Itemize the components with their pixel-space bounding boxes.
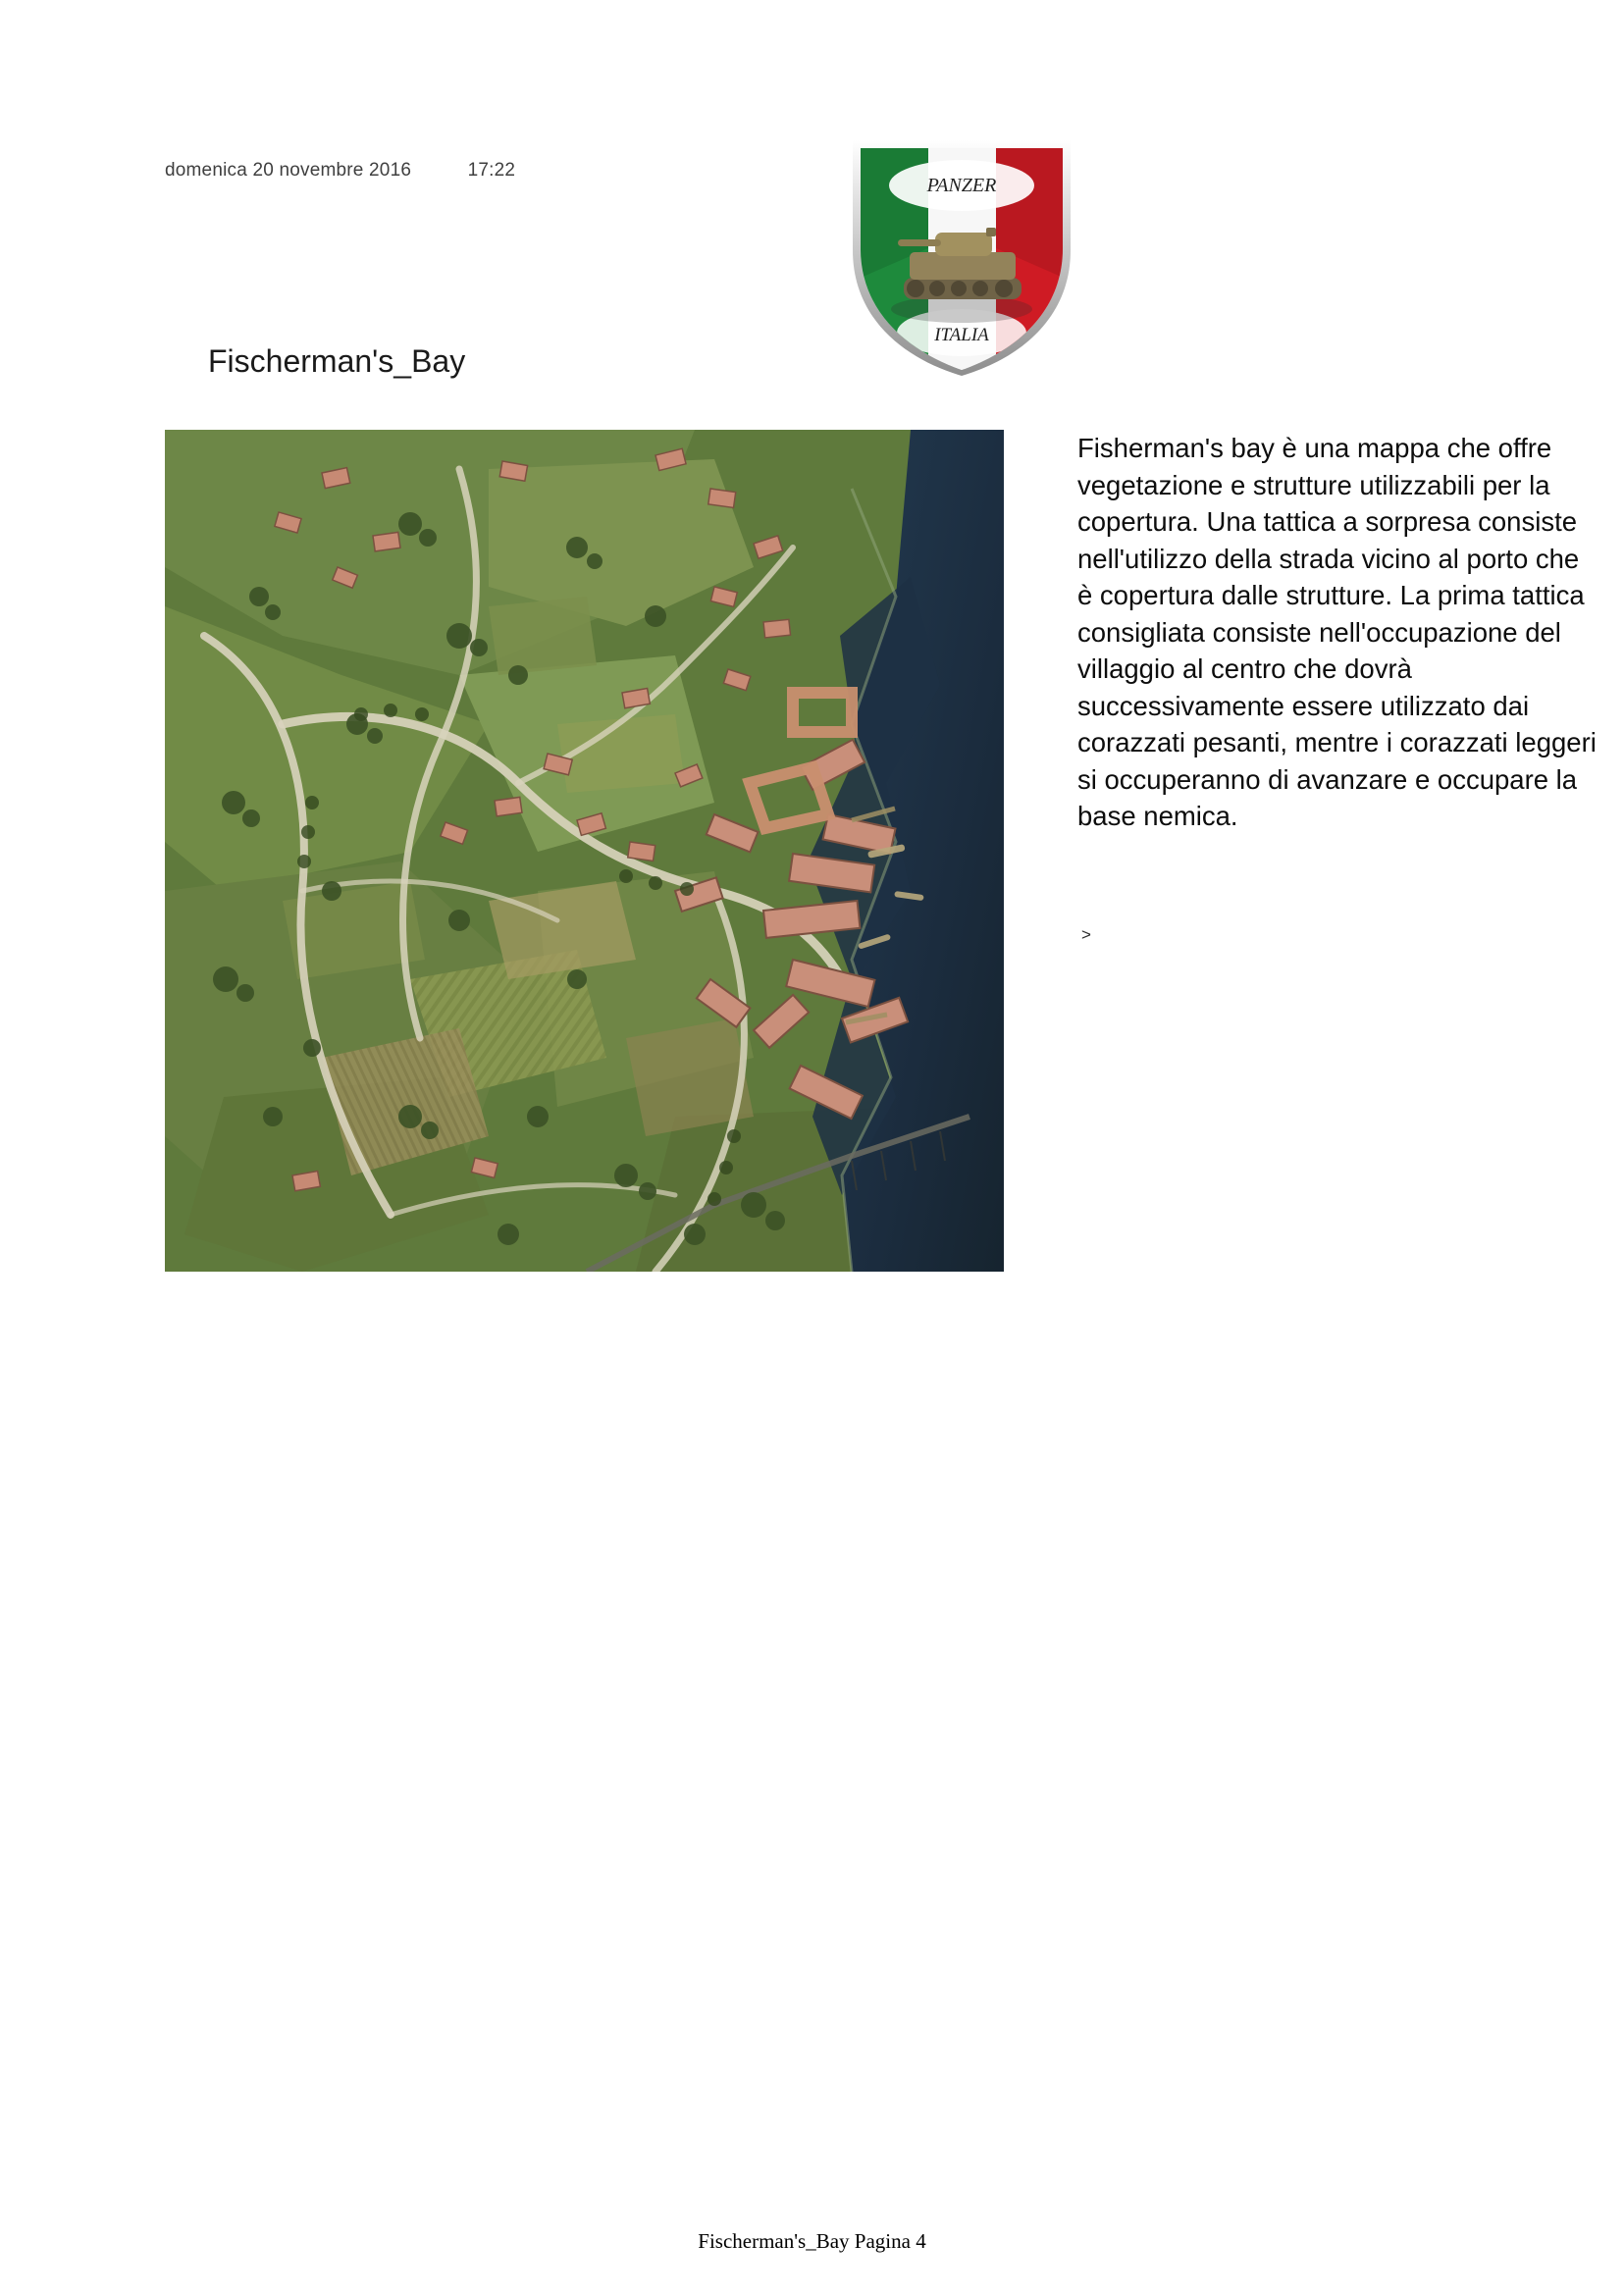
panzer-italia-shield-logo: [839, 130, 1084, 376]
page-title: Fischerman's_Bay: [208, 343, 466, 379]
map-image: [165, 430, 1004, 1272]
map-description-paragraph: Fisherman's bay è una mappa che offre vegetazione e strutture utilizzabili per la copertura. Una tattica a sorpresa consiste nell'utilizzo della strada vicino al porto che è copertura dalle strutture. La prima tattica consigliata consiste nell'occupazione del villaggio al centro che dovrà successivamente essere utilizzato dai corazzati pesanti, mentre i corazzati leggeri si occuperanno di avanzare e occupare la base nemica.: [1077, 433, 1597, 832]
document-time: 17:22: [467, 160, 516, 181]
page-footer: Fischerman's_Bay Pagina 4: [698, 2229, 926, 2253]
description-column: [1077, 430, 1599, 945]
logo-bottom-text: ITALIA: [934, 325, 989, 345]
document-date: domenica 20 novembre 2016: [165, 160, 412, 181]
header-meta: [165, 160, 515, 182]
logo-top-text: PANZER: [926, 175, 997, 196]
quote-marker: >: [1081, 924, 1091, 944]
